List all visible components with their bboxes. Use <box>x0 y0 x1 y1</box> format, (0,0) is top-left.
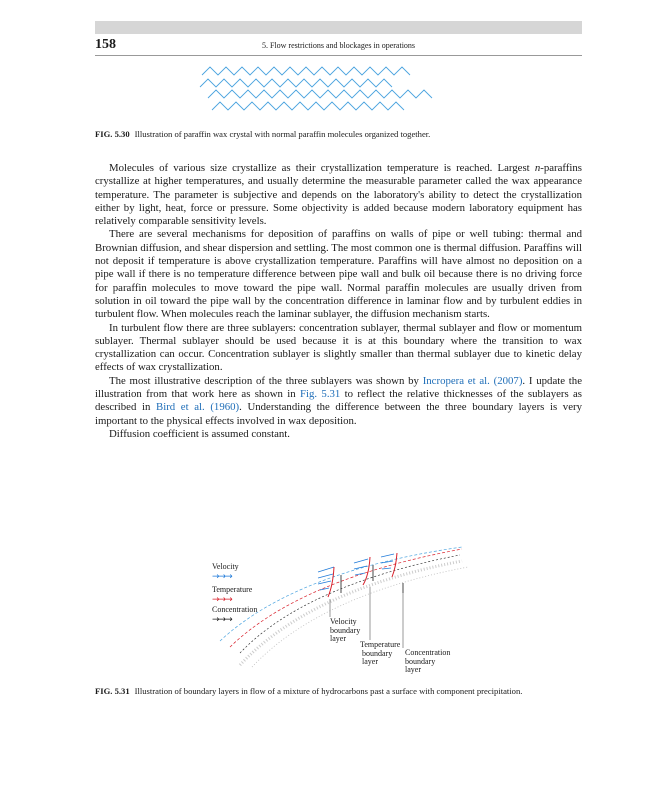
label-velocity-boundary-layer <box>330 618 360 644</box>
paragraph-4 <box>95 375 582 428</box>
paragraph-3: In turbulent flow there are three sublayers: concentration sublayer, thermal sublayer and flow or momentum sublayer. Thermal sublayer should be used because it is at this boundary where the transition to wax crystallization can occur. Concentration sublayer is slightly smaller than thermal sublayer due to kinetic delay effects of wax crystallization. <box>95 321 582 374</box>
temperature-profile <box>363 557 370 585</box>
p1-rest: -paraffins crystallize at higher temperatures, and usually determine the measurable parameter called the wax appearance temperature. The parameter is subjective and depends on the laboratory's ability to detect the crystallization either by light, heat, force or pressure. Some objectivity is added because modern laboratory equipment has relatively comparable sensitivity levels. <box>95 162 582 228</box>
header-rule <box>95 55 582 56</box>
figure-2-caption <box>95 686 582 697</box>
label-concentration-l1: Concentration <box>405 648 451 657</box>
label-velocity-l2: boundary <box>330 625 361 635</box>
label-concentration-boundary-layer <box>405 649 450 675</box>
velocity-arrow <box>320 588 329 590</box>
p1-start: Molecules of various size crystallize as their crystallization temperature is reached. Largest <box>109 162 535 174</box>
paraffin-crystal-figure <box>180 60 480 120</box>
label-temperature-l2: boundary <box>362 648 393 658</box>
p4-b: . I update the illustration from that work here as shown in <box>95 374 582 401</box>
figure-2-caption-text: Illustration of boundary layers in flow of a mixture of hydrocarbons past a surface with component precipitation. <box>134 686 523 696</box>
figure-link-5-31[interactable]: Fig. 5.31 <box>300 388 341 401</box>
label-velocity-l3: layer <box>330 634 346 643</box>
running-head: 5. Flow restrictions and blockages in operations <box>261 41 416 50</box>
paraffin-chain-2 <box>200 79 392 87</box>
citation-incropera[interactable]: Incropera et al. (2007) <box>422 374 523 387</box>
figure-1-caption-text: Illustration of paraffin wax crystal with normal paraffin molecules organized together. <box>134 129 431 139</box>
label-concentration-l2: boundary <box>405 656 436 666</box>
paraffin-chain-4 <box>212 102 404 110</box>
page-number: 158 <box>95 37 116 52</box>
paragraph-5: Diffusion coefficient is assumed constant. <box>109 427 291 440</box>
paragraph-2: There are several mechanisms for deposition of paraffins on walls of pipe or well tubing: thermal and Brownian diffusion, and shear dispersion and settling. The most common one is thermal diffusion. Paraffins will not deposit if temperature is above crystallization temperature. Paraffins will have almost no deposition on a pipe wall if there is no temperature difference between pipe wall and bulk oil because there is no driving force for paraffin molecules to move toward the pipe wall. Normal paraffin molecules are usually driven from solution in oil toward the pipe wall by the concentration difference in laminar flow and by turbulent eddies in turbulent flow. When molecules reach the laminar sublayer, the diffusion mechanism starts. <box>95 228 582 321</box>
p4-d: . Understanding the difference between the three boundary layers is very important to the physical effects involved in wax deposition. <box>95 401 582 427</box>
label-temperature-l1: Temperature <box>360 640 401 649</box>
velocity-arrow <box>382 568 391 569</box>
legend-temperature: Temperature <box>212 585 253 594</box>
velocity-arrow <box>318 567 334 572</box>
figure-2-label: FIG. 5.31 <box>95 686 130 696</box>
citation-bird[interactable]: Bird et al. (1960) <box>156 401 240 414</box>
label-velocity-l1: Velocity <box>330 617 357 626</box>
figure-1-caption <box>95 129 582 140</box>
label-concentration-l3: layer <box>405 665 421 674</box>
velocity-arrow <box>318 574 333 578</box>
p4-a: The most illustrative description of the three sublayers was shown by <box>109 374 423 387</box>
p1-n: n <box>534 162 541 174</box>
label-temperature-boundary-layer <box>360 641 400 667</box>
body-text <box>95 162 582 441</box>
temperature-profile <box>392 553 397 577</box>
header-bar <box>95 21 582 34</box>
velocity-arrow <box>381 554 394 557</box>
boundary-layer-figure <box>200 545 480 680</box>
temperature-profile <box>328 567 334 597</box>
velocity-arrow <box>354 559 368 563</box>
legend-concentration-arrows: →→→ <box>212 615 232 625</box>
legend-concentration: Concentration <box>212 605 258 614</box>
label-temperature-l3: layer <box>362 657 378 666</box>
paragraph-1 <box>95 162 582 228</box>
legend-velocity-arrows: →→→ <box>212 572 232 582</box>
figure-1-label: FIG. 5.30 <box>95 129 130 139</box>
paraffin-chain-1 <box>202 67 410 75</box>
legend-velocity: Velocity <box>212 562 239 571</box>
paraffin-chain-3 <box>208 90 432 98</box>
velocity-arrow <box>354 566 367 569</box>
legend-temperature-arrows: →→→ <box>212 595 232 605</box>
p4-c: to reflect the relative thicknesses of the sublayers as described in <box>95 388 583 414</box>
